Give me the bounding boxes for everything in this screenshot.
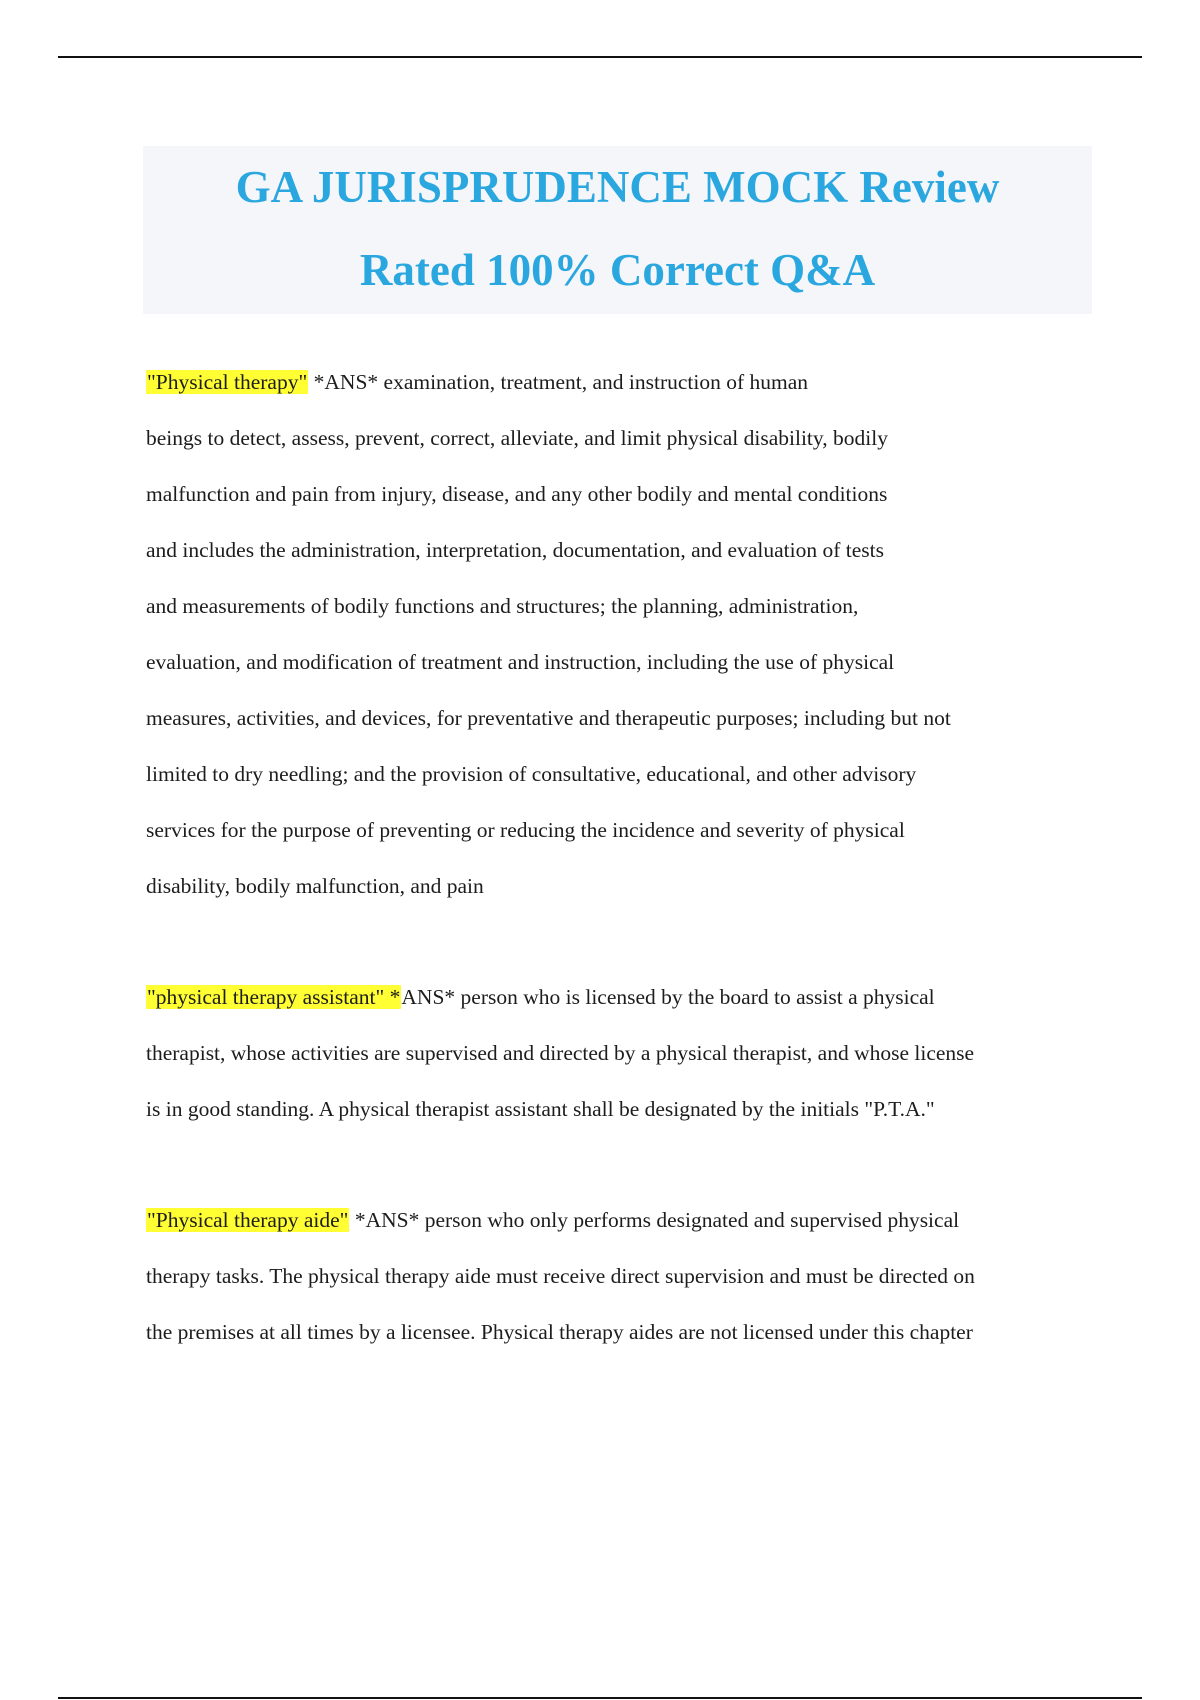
highlighted-term: "Physical therapy" — [147, 370, 308, 394]
entry-answer-start: ANS* person who is licensed by the board to assist a physical — [401, 985, 935, 1009]
entry-line: limited to dry needling; and the provision of consultative, educational, and other advisory — [146, 762, 917, 786]
entry-first-line — [146, 1192, 1096, 1248]
entry-line: is in good standing. A physical therapist assistant shall be designated by the initials "P.T.A." — [146, 1097, 935, 1121]
entry-physical-therapy-aide — [146, 1192, 1096, 1360]
entry-physical-therapy-assistant — [146, 969, 1096, 1137]
entry-physical-therapy — [146, 354, 1096, 914]
entry-line: measures, activities, and devices, for preventative and therapeutic purposes; including but not — [146, 706, 951, 730]
title-banner — [143, 146, 1092, 314]
entry-answer-start: *ANS* examination, treatment, and instruction of human — [308, 370, 809, 394]
entry-line: beings to detect, assess, prevent, correct, alleviate, and limit physical disability, bodily — [146, 426, 888, 450]
top-rule — [58, 56, 1142, 58]
entry-line: services for the purpose of preventing or reducing the incidence and severity of physical — [146, 818, 905, 842]
entry-line: disability, bodily malfunction, and pain — [146, 874, 484, 898]
entry-first-line — [146, 354, 1096, 410]
document-title-line-1: GA JURISPRUDENCE MOCK Review — [235, 162, 1000, 212]
highlighted-term: "physical therapy assistant" * — [147, 985, 401, 1009]
entry-line: evaluation, and modification of treatment and instruction, including the use of physical — [146, 650, 895, 674]
entry-line: therapy tasks. The physical therapy aide must receive direct supervision and must be directed on — [146, 1264, 975, 1288]
entry-answer-start: *ANS* person who only performs designated and supervised physical — [349, 1208, 960, 1232]
entry-line: malfunction and pain from injury, disease, and any other bodily and mental conditions — [146, 482, 888, 506]
highlighted-term: "Physical therapy aide" — [147, 1208, 349, 1232]
entry-line: and includes the administration, interpretation, documentation, and evaluation of tests — [146, 538, 884, 562]
entry-line: and measurements of bodily functions and structures; the planning, administration, — [146, 594, 859, 618]
bottom-rule — [58, 1697, 1142, 1699]
entry-line: the premises at all times by a licensee. Physical therapy aides are not licensed under this chapter — [146, 1320, 973, 1344]
document-body — [146, 354, 1096, 1360]
document-title-line-2: Rated 100% Correct Q&A — [359, 245, 876, 295]
entry-line: therapist, whose activities are supervised and directed by a physical therapist, and whose license — [146, 1041, 975, 1065]
entry-first-line — [146, 969, 1096, 1025]
